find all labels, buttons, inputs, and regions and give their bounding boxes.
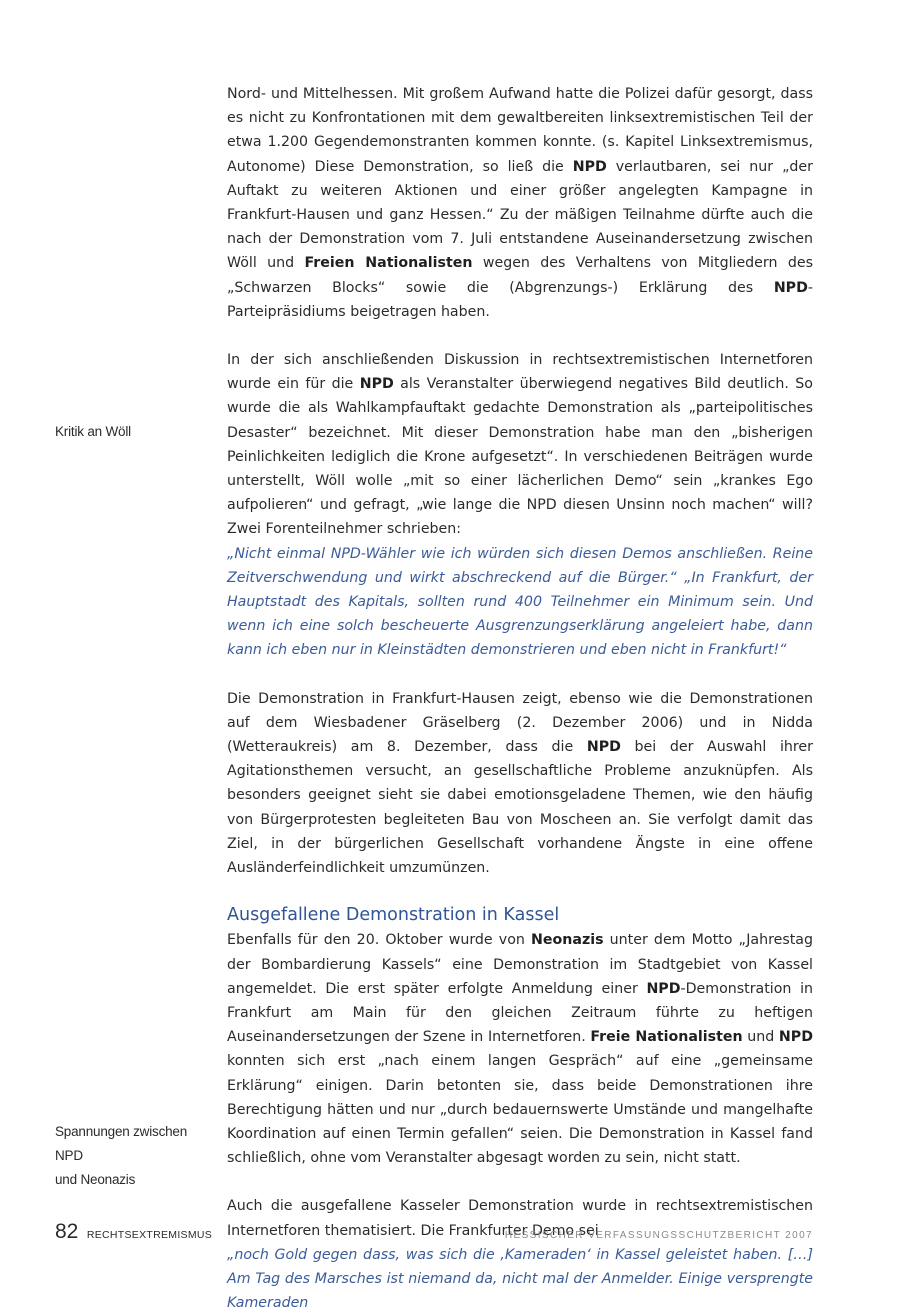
bold-term: NPD bbox=[586, 739, 621, 756]
footer-left bbox=[55, 1220, 212, 1244]
section-label: RECHTSEXTREMISMUS bbox=[86, 1229, 213, 1241]
margin-note-spannungen-line1: Spannungen zwischen NPD bbox=[55, 1124, 188, 1164]
margin-note-kritik bbox=[55, 420, 215, 444]
page-number: 82 bbox=[55, 1220, 79, 1243]
bold-term: Neonazis bbox=[531, 932, 604, 949]
paragraph-3: Die Demonstration in Frankfurt-Hausen zeigt, ebenso wie die Demonstrationen auf dem Wiesbadener Gräselberg (2. Dezember 2006) und in Nidda (Wetteraukreis) am 8. Dezember, dass die NPD bei der Auswahl ihrer Agitationsthemen versucht, an gesellschaftliche Probleme anzuknüpfen. Als besonders geeignet sieht sie dabei emotionsgeladene Themen, wie den häufig von Bürgerprotesten begleiteten Bau von Moscheen an. Sie verfolgt damit das Ziel, in der bürgerlichen Gesellschaft vorhandene Ängste in eine offene Ausländerfeindlichkeit umzumünzen. bbox=[227, 690, 813, 877]
margin-note-spannungen-line2: und Neonazis bbox=[55, 1172, 136, 1188]
bold-term: NPD bbox=[646, 980, 681, 997]
bold-term: Freie Nationalisten bbox=[590, 1029, 743, 1046]
main-text-column bbox=[227, 82, 813, 1315]
quote-2: „noch Gold gegen dass, was sich die ‚Kameraden‘ in Kassel geleistet haben. […] Am Tag des Marsches ist niemand da, nicht mal der Anmelder. Einige versprengte Kameraden bbox=[227, 1246, 813, 1312]
bold-term: NPD bbox=[778, 1029, 813, 1046]
paragraph-1: Nord- und Mittelhessen. Mit großem Aufwand hatte die Polizei dafür gesorgt, dass es nicht zu Konfrontationen mit dem gewaltbereiten linksextremistischen Teil der etwa 1.200 Gegendemonstranten kommen konnte. (s. Kapitel Linksextremismus, Autonome) Diese Demonstration, so ließ die NPD verlautbaren, sei nur „der Auftakt zu weiteren Aktionen und einer größer angelegten Kampagne in Frankfurt-Hausen und ganz Hessen.“ Zu der mäßigen Teilnahme dürfte auch die nach der Demonstration vom 7. Juli entstandene Auseinandersetzung zwischen Wöll und Freien Nationalisten wegen des Verhaltens von Mitgliedern des „Schwarzen Blocks“ sowie die (Abgrenzungs-) Erklärung des NPD-Parteipräsidiums beigetragen haben. bbox=[227, 86, 813, 320]
bold-term: NPD bbox=[773, 279, 808, 296]
section-heading-kassel: Ausgefallene Demonstration in Kassel bbox=[227, 905, 560, 926]
report-title: HESSISCHER VERFASSUNGSSCHUTZBERICHT 2007 bbox=[504, 1230, 813, 1241]
paragraph-2: In der sich anschließenden Diskussion in rechtsextremistischen Internetforen wurde ein für die NPD als Veranstalter überwiegend negatives Bild deutlich. So wurde die als Wahlkampfauftakt gedachte Demonstration als „parteipolitisches Desaster“ bezeichnet. Mit dieser Demonstration habe man den „bisherigen Peinlichkeiten lediglich die Krone aufgesetzt“. In verschiedenen Beiträgen wurde unterstellt, Wöll wolle „mit so einer lächerlichen Demo“ sein „krankes Ego aufpolieren“ und gefragt, „wie lange die NPD diesen Unsinn noch machen“ will? Zwei Forenteilnehmer schrieben: bbox=[227, 352, 813, 538]
bold-term: NPD bbox=[359, 376, 394, 393]
paragraph-4: Ebenfalls für den 20. Oktober wurde von Neonazis unter dem Motto „Jahrestag der Bombardierung Kassels“ eine Demonstration im Stadtgebiet von Kassel angemeldet. Die erst später erfolgte Anmeldung einer NPD-Demonstration in Frankfurt am Main für den gleichen Zeitraum führte zu heftigen Auseinandersetzungen der Szene in Internetforen. Freie Nationalisten und NPD konnten sich erst „nach einem langen Gespräch“ auf eine „gemeinsame Erklärung“ einigen. Darin betonten sie, dass beide Demonstrationen ihre Berechtigung hätten und nur „durch bedauernswerte Umstände und mangelhafte Koordination auf einen Termin gefallen“ seien. Die Demonstration in Kassel fand schließlich, ohne vom Veranstalter abgesagt worden zu sein, nicht statt. bbox=[227, 932, 813, 1167]
bold-term: Freien Nationalisten bbox=[304, 255, 473, 272]
quote-1: „Nicht einmal NPD-Wähler wie ich würden sich diesen Demos anschließen. Reine Zeitverschwendung und wirkt abschreckend auf die Bürger.“ „In Frankfurt, der Hauptstadt des Kapitals, sollten rund 400 Teilnehmer ein Minimum sein. Und wenn ich eine solch bescheuerte Ausgrenzungserklärung angeleiert habe, dann kann ich eben nur in Kleinstädten demonstrieren und eben nicht in Frankfurt!“ bbox=[227, 545, 813, 659]
margin-note-spannungen bbox=[55, 1120, 215, 1193]
margin-note-kritik-text: Kritik an Wöll bbox=[55, 424, 131, 439]
paragraph-5: Auch die ausgefallene Kasseler Demonstration wurde in rechtsextremistischen Internetforen thematisiert. Die Frankfurter Demo sei bbox=[227, 1198, 813, 1239]
bold-term: NPD bbox=[572, 158, 607, 175]
